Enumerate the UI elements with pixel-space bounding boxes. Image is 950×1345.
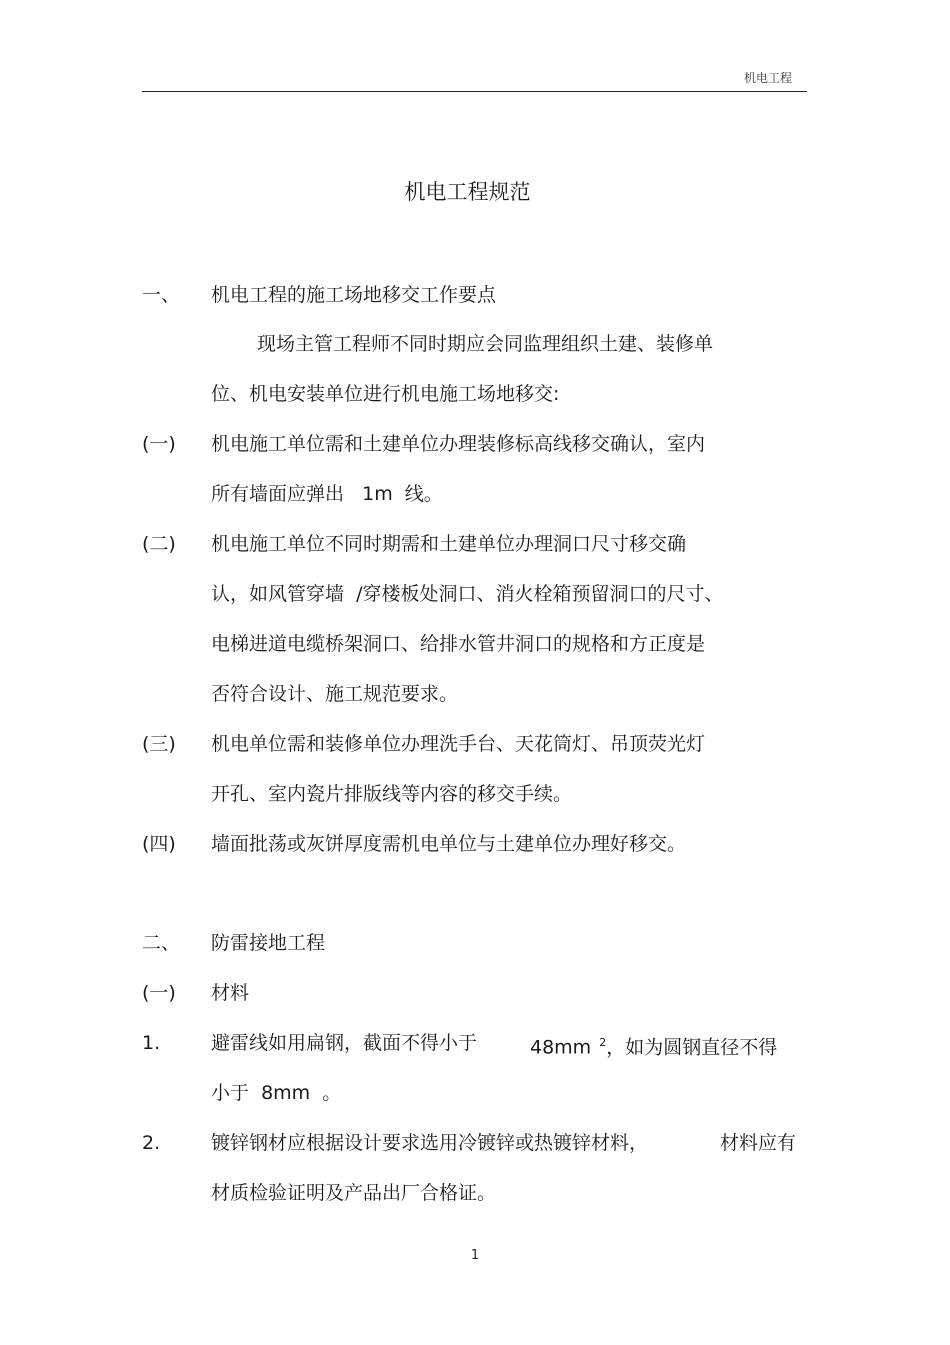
item-2-1-value: 48mm [530,1036,592,1059]
section-1-heading: 机电工程的施工场地移交工作要点 [211,284,497,306]
item-1-4-line-1: 墙面批荡或灰饼厚度需机电单位与土建单位办理好移交。 [211,833,687,855]
section-2-sub-heading: 材料 [211,982,250,1004]
page-number: 1 [470,1248,480,1263]
document-title: 机电工程规范 [404,180,531,204]
item-2-2-line-1-part-a: 镀锌钢材应根据设计要求选用冷镀锌或热镀锌材料， [211,1132,649,1154]
item-2-1-superscript: 2 [599,1036,607,1049]
item-1-2-marker: (二) [142,533,176,555]
section-1-intro-line-2: 位、机电安装单位进行机电施工场地移交: [211,383,560,405]
section-2-marker: 二、 [142,932,181,954]
item-2-1-line-1-part-c: ，如为圆钢直径不得 [606,1036,778,1059]
item-2-1-line-1-part-b [530,1029,777,1061]
item-2-1-line-1-part-a: 避雷线如用扁钢，截面不得小于 [211,1032,478,1054]
section-1-marker: 一、 [142,284,181,306]
item-1-3-line-1: 机电单位需和装修单位办理洗手台、天花筒灯、吊顶荧光灯 [211,733,706,755]
section-2-sub-marker: (一) [142,982,176,1004]
item-1-1-marker: (一) [142,433,176,455]
item-2-2-marker: 2. [142,1132,161,1154]
item-1-3-marker: (三) [142,733,176,755]
item-1-3-line-2: 开孔、室内瓷片排版线等内容的移交手续。 [211,783,573,805]
item-2-2-line-2: 材质检验证明及产品出厂合格证。 [211,1182,497,1204]
item-2-1-line-2: 小于 8mm 。 [211,1082,342,1104]
running-header: 机电工程 [743,71,792,85]
item-1-2-line-1: 机电施工单位不同时期需和土建单位办理洞口尺寸移交确 [211,533,687,555]
item-1-2-line-2: 认，如风管穿墙 /穿楼板处洞口、消火栓箱预留洞口的尺寸、 [211,583,724,605]
section-1-intro-line-1: 现场主管工程师不同时期应会同监理组织土建、装修单 [257,333,714,355]
item-1-4-marker: (四) [142,833,176,855]
item-2-1-marker: 1. [142,1032,161,1054]
item-1-2-line-3: 电梯进道电缆桥架洞口、给排水管井洞口的规格和方正度是 [211,633,706,655]
item-2-2-line-1-part-b: 材料应有 [720,1132,797,1154]
header-rule [142,91,807,92]
section-2-heading: 防雷接地工程 [211,932,326,954]
item-1-1-line-2: 所有墙面应弹出 1m 线。 [211,483,443,505]
item-1-1-line-1: 机电施工单位需和土建单位办理装修标高线移交确认，室内 [211,433,706,455]
item-1-2-line-4: 否符合设计、施工规范要求。 [211,683,459,705]
